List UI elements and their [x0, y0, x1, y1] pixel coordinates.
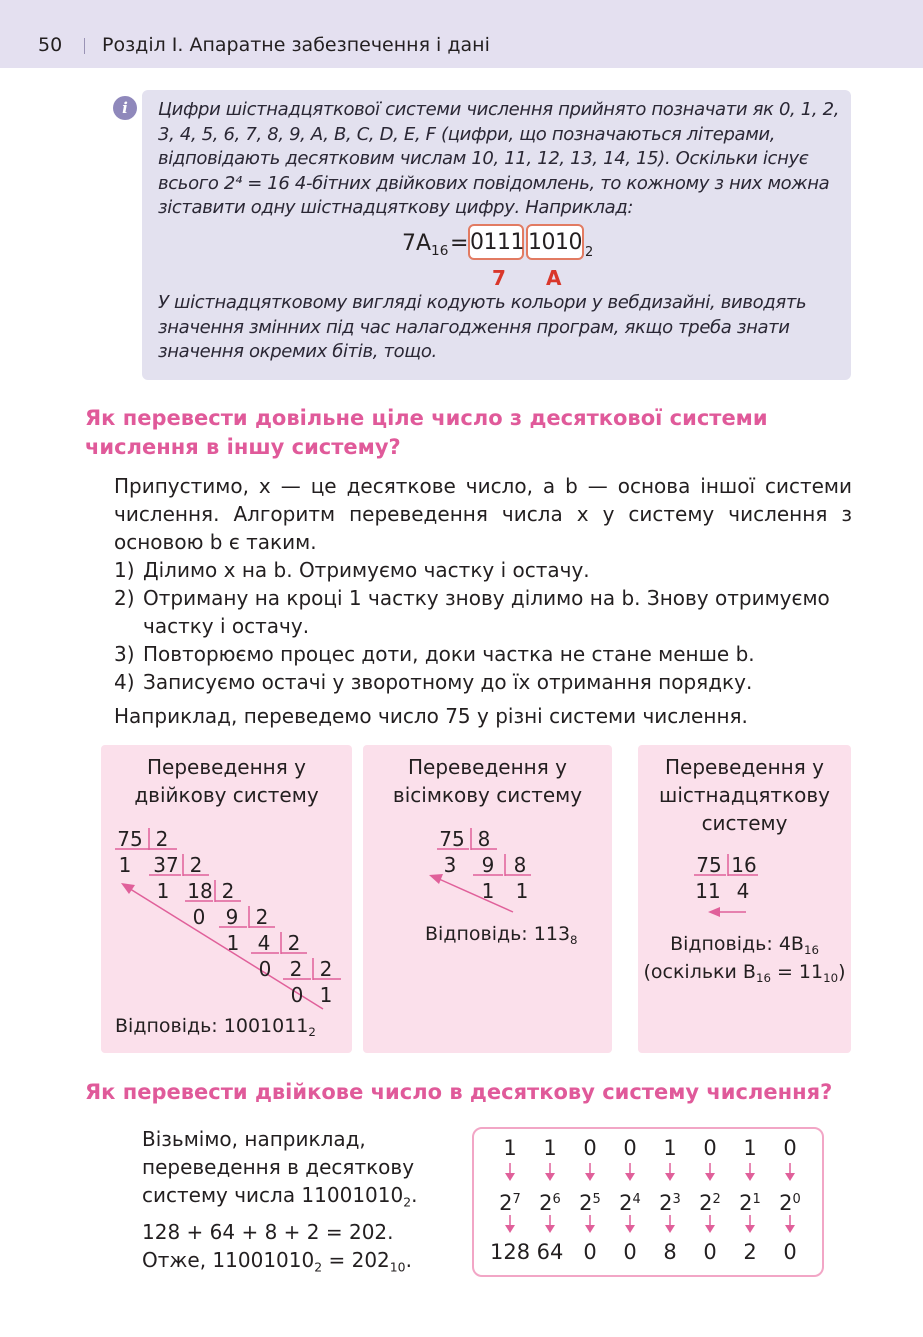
binary-remainder: 1 — [226, 931, 240, 955]
down-arrow-icon — [705, 1173, 715, 1181]
weighted-value: 0 — [703, 1240, 717, 1264]
binary-divisor: 2 — [189, 853, 203, 877]
binary-quotient: 37 — [153, 853, 179, 877]
down-arrow-icon — [625, 1173, 635, 1181]
weighted-value: 0 — [623, 1240, 637, 1264]
weighted-value: 8 — [663, 1240, 677, 1264]
binary-quotient: 4 — [257, 931, 271, 955]
binary-remainder: 1 — [156, 879, 170, 903]
nibble-box-1: 0111 — [468, 224, 524, 260]
binary-digit: 0 — [783, 1136, 797, 1160]
binary-remainder: 0 — [192, 905, 206, 929]
down-arrow-icon — [585, 1225, 595, 1233]
octal-quotient: 9 — [481, 853, 495, 877]
binary-quotient: 18 — [187, 879, 213, 903]
octal-remainder: 1 — [481, 879, 495, 903]
down-arrow-icon — [505, 1225, 515, 1233]
header-separator — [84, 38, 85, 54]
down-arrow-icon — [785, 1173, 795, 1181]
binary-weights-table — [472, 1127, 824, 1277]
power-of-two: $2^3$ — [659, 1191, 681, 1216]
binary-divisor: 2 — [287, 931, 301, 955]
weighted-value: 0 — [783, 1240, 797, 1264]
info-paragraph-2: У шістнадцятковому вигляді кодують кольори у вебдизайні, виводять значення змінних під час налагодження програм, якщо треба знати значення окремих бітів, тощо. — [158, 292, 807, 362]
page-number: 50 — [38, 34, 63, 56]
formula-hex-number: $7A_{16}$ — [402, 231, 449, 259]
hex-box-title: Переведення у шістнадцяткову систему — [659, 755, 830, 835]
hex-remainder: 11 — [695, 879, 721, 903]
octal-divisor: 8 — [513, 853, 527, 877]
down-arrow-icon — [705, 1225, 715, 1233]
weighted-value: 64 — [536, 1240, 564, 1264]
octal-quotient: 1 — [515, 879, 529, 903]
binary-remainder: 1 — [118, 853, 132, 877]
hex-quotient: 4 — [736, 879, 750, 903]
binary-quotient: 1 — [319, 983, 333, 1007]
binary-remainder: 0 — [258, 957, 272, 981]
chapter-title: Розділ І. Апаратне забезпечення і дані — [102, 34, 490, 56]
hex-answer: Відповідь: $4B_{16}$ — [670, 933, 819, 958]
octal-answer: Відповідь: $113_8$ — [425, 923, 578, 948]
binary-divisor: 2 — [221, 879, 235, 903]
octal-box-title: Переведення у вісімкову систему — [392, 755, 583, 807]
section-heading-binary-to-decimal: Як перевести двійкове число в десяткову систему числення? — [85, 1080, 833, 1104]
power-of-two: $2^5$ — [579, 1191, 601, 1216]
binary-divisor: 2 — [255, 905, 269, 929]
example-intro: Наприклад, переведемо число 75 у різні системи числення. — [114, 704, 748, 728]
binary-digit: 0 — [583, 1136, 597, 1160]
binary-divisor: 2 — [155, 827, 169, 851]
binary-quotient: 9 — [225, 905, 239, 929]
down-arrow-icon — [785, 1225, 795, 1233]
octal-divisor: 8 — [477, 827, 491, 851]
binary-digit: 0 — [703, 1136, 717, 1160]
power-of-two: $2^2$ — [699, 1191, 721, 1216]
binary-digit: 1 — [503, 1136, 517, 1160]
weighted-value: 2 — [743, 1240, 757, 1264]
formula-equals: = — [450, 231, 469, 256]
binary-digit: 1 — [663, 1136, 677, 1160]
formula-binary-base: 2 — [585, 245, 594, 260]
binary-divisor: 2 — [319, 957, 333, 981]
nibble-1-hex-digit: 7 — [492, 266, 506, 290]
down-arrow-icon — [505, 1173, 515, 1181]
octal-division-ladder — [363, 745, 612, 1053]
weighted-value: 0 — [583, 1240, 597, 1264]
hex-divisor: 16 — [731, 853, 757, 877]
nibble-2-hex-digit: A — [546, 266, 562, 290]
power-of-two: $2^1$ — [739, 1191, 761, 1216]
binary-example-text: Візьмімо, наприклад, переведення в десяткову систему числа $11001010_2$. — [142, 1127, 418, 1210]
section-heading-decimal-to-other: Як перевести довільне ціле число з десяткової системи числення в іншу систему? — [85, 406, 768, 459]
down-arrow-icon — [585, 1173, 595, 1181]
power-of-two: $2^0$ — [779, 1191, 801, 1216]
down-arrow-icon — [745, 1173, 755, 1181]
sum-calculation: 128 + 64 + 8 + 2 = 202. — [142, 1220, 394, 1244]
binary-answer: Відповідь: $1001011_2$ — [115, 1015, 316, 1040]
binary-digit: 1 — [543, 1136, 557, 1160]
binary-box-title: Переведення у двійкову систему — [134, 755, 319, 807]
octal-remainder: 3 — [443, 853, 457, 877]
info-icon: i — [113, 96, 137, 120]
binary-digit: 0 — [623, 1136, 637, 1160]
algorithm-intro: Припустимо, x — це десяткове число, а b — основа іншої системи числення. Алгоритм переведення числа x у систему числення з основою b є таким. — [114, 474, 852, 554]
hex-answer-note: (оскільки $B_{16} = 11_{10}$) — [643, 961, 846, 986]
power-of-two: $2^6$ — [539, 1191, 561, 1216]
binary-digit: 1 — [743, 1136, 757, 1160]
down-arrow-icon — [745, 1225, 755, 1233]
binary-division-ladder — [101, 745, 352, 1053]
hex-dividend: 75 — [696, 853, 722, 877]
octal-dividend: 75 — [439, 827, 465, 851]
binary-dividend: 75 — [117, 827, 143, 851]
power-of-two: $2^4$ — [619, 1191, 641, 1216]
down-arrow-icon — [665, 1225, 675, 1233]
conversion-result: Отже, $11001010_2 = 202_{10}$. — [142, 1248, 412, 1275]
binary-quotient: 2 — [289, 957, 303, 981]
nibble-box-2: 1010 — [526, 224, 584, 260]
down-arrow-icon — [625, 1225, 635, 1233]
power-of-two: $2^7$ — [499, 1191, 521, 1216]
down-arrow-icon — [665, 1173, 675, 1181]
down-arrow-icon — [545, 1225, 555, 1233]
weighted-value: 128 — [490, 1240, 531, 1264]
info-paragraph-1: Цифри шістнадцяткової системи числення прийнято позначати як 0, 1, 2, 3, 4, 5, 6, 7, 8, 9, A, B, C, D, E, F (цифри, що позначаються літерами, відповідають десятковим числам 10, 11, 12, 13, 14, 15). Оскільки існує всього 2⁴ = 16 4-бітних двійкових повідомлень, то кожному з них можна зіставити одну шістнадцяткову цифру. Наприклад: — [158, 99, 840, 218]
hex-division-ladder — [638, 745, 851, 1053]
down-arrow-icon — [545, 1173, 555, 1181]
binary-remainder: 0 — [290, 983, 304, 1007]
